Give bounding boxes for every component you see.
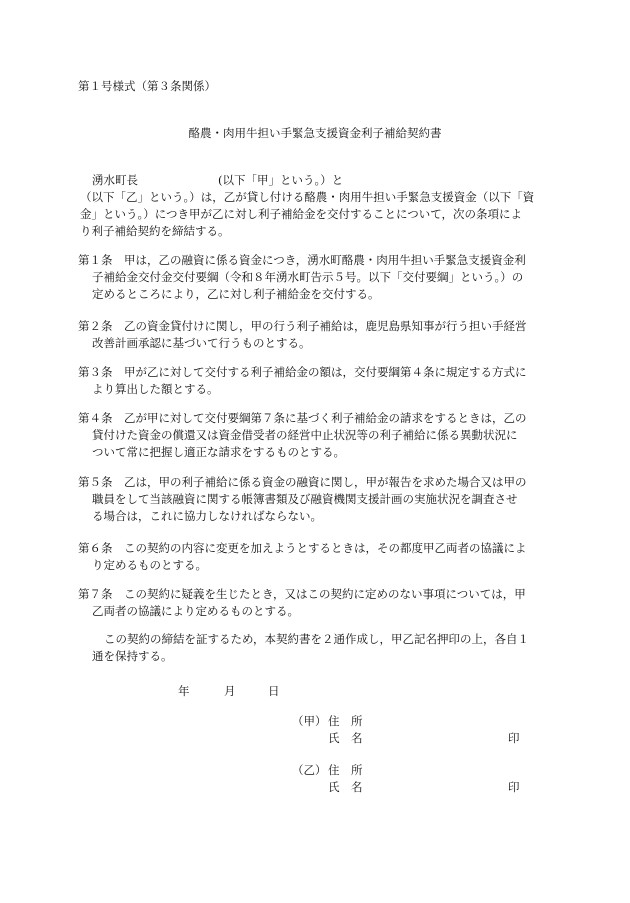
article-line: る場合は，これに協力しなければならない。 bbox=[92, 509, 322, 523]
party-b-label: （乙） bbox=[292, 763, 327, 777]
article-line: 第４条 乙が甲に対して交付要綱第７条に基づく利子補給金の請求をするときは，乙の bbox=[78, 411, 527, 425]
article-line: ついて常に把握し適正な請求をするものとする。 bbox=[92, 445, 345, 459]
mayor-label: 湧水町長 bbox=[92, 173, 138, 187]
preamble-line-3: 金」という。）につき甲が乙に対し利子補給金を交付することについて，次の条項によ bbox=[80, 207, 523, 221]
preamble-line-2: （以下「乙」という。）は，乙が貸し付ける酪農・肉用牛担い手緊急支援資金（以下「資 bbox=[80, 190, 535, 204]
party-b-seal-mark: 印 bbox=[508, 780, 520, 794]
article-line: 子補給金交付金交付要綱（令和８年湧水町告示５号。以下「交付要綱」という。）の bbox=[92, 270, 524, 284]
party-b-block bbox=[0, 762, 630, 802]
article-4 bbox=[78, 410, 556, 461]
preamble-line-1 bbox=[80, 172, 555, 189]
article-line: り定めるものとする。 bbox=[92, 558, 207, 572]
article-line: 第２条 乙の資金貸付けに関し，甲の行う利子補給は，鹿児島県知事が行う担い手経営 bbox=[78, 319, 527, 333]
date-year: 年 bbox=[178, 684, 190, 698]
party-b-name-label: 氏 名 bbox=[328, 780, 363, 794]
article-5 bbox=[78, 474, 556, 525]
closing-line-1: この契約の締結を証するため，本契約書を２通作成し，甲乙記名押印の上，各自１ bbox=[104, 632, 530, 646]
article-line: 乙両者の協議により定めるものとする。 bbox=[92, 604, 299, 618]
article-3 bbox=[78, 364, 556, 398]
preamble bbox=[80, 172, 555, 240]
article-line: 第７条 この契約に疑義を生じたとき，又はこの契約に定めのない事項については，甲 bbox=[78, 587, 526, 601]
article-line: 貸付けた資金の償還又は資金借受者の経営中止状況等の利子補給に係る異動状況に bbox=[92, 428, 518, 442]
party-a-definition: (以下「甲」という。）と bbox=[218, 173, 344, 187]
closing-line-2: 通を保持する。 bbox=[92, 649, 173, 663]
article-line: 定めるところにより，乙に対し利子補給金を交付する。 bbox=[92, 287, 380, 301]
article-line: 第６条 この契約の内容に変更を加えようとするときは，その都度甲乙両者の協議によ bbox=[78, 541, 527, 555]
article-1 bbox=[78, 252, 556, 303]
party-b-address-label: 住 所 bbox=[328, 763, 363, 777]
party-a-block bbox=[0, 713, 630, 753]
party-a-label: （甲） bbox=[292, 714, 327, 728]
article-6 bbox=[78, 540, 556, 574]
article-line: より算出した額とする。 bbox=[92, 382, 219, 396]
party-a-name-label: 氏 名 bbox=[328, 731, 363, 745]
document-title: 酪農・肉用牛担い手緊急支援資金利子補給契約書 bbox=[188, 126, 442, 140]
form-number: 第１号様式（第３条関係） bbox=[78, 79, 216, 93]
article-line: 改善計画承認に基づいて行うものとする。 bbox=[92, 336, 311, 350]
article-2 bbox=[78, 318, 556, 352]
party-a-address-label: 住 所 bbox=[328, 714, 363, 728]
article-7 bbox=[78, 586, 556, 620]
article-line: 第１条 甲は，乙の融資に係る資金につき，湧水町酪農・肉用牛担い手緊急支援資金利 bbox=[78, 253, 526, 267]
party-a-seal-mark: 印 bbox=[508, 731, 520, 745]
article-line: 第３条 甲が乙に対して交付する利子補給金の額は，交付要綱第４条に規定する方式に bbox=[78, 365, 527, 379]
preamble-line-4: り利子補給契約を締結する。 bbox=[80, 224, 230, 238]
date-day: 日 bbox=[268, 684, 280, 698]
article-line: 職員をして当該融資に関する帳簿書類及び融資機関支援計画の実施状況を調査させ bbox=[92, 492, 518, 506]
closing-statement bbox=[80, 631, 555, 665]
article-line: 第５条 乙は，甲の利子補給に係る資金の融資に関し，甲が報告を求めた場合又は甲の bbox=[78, 475, 527, 489]
date-month: 月 bbox=[224, 684, 236, 698]
